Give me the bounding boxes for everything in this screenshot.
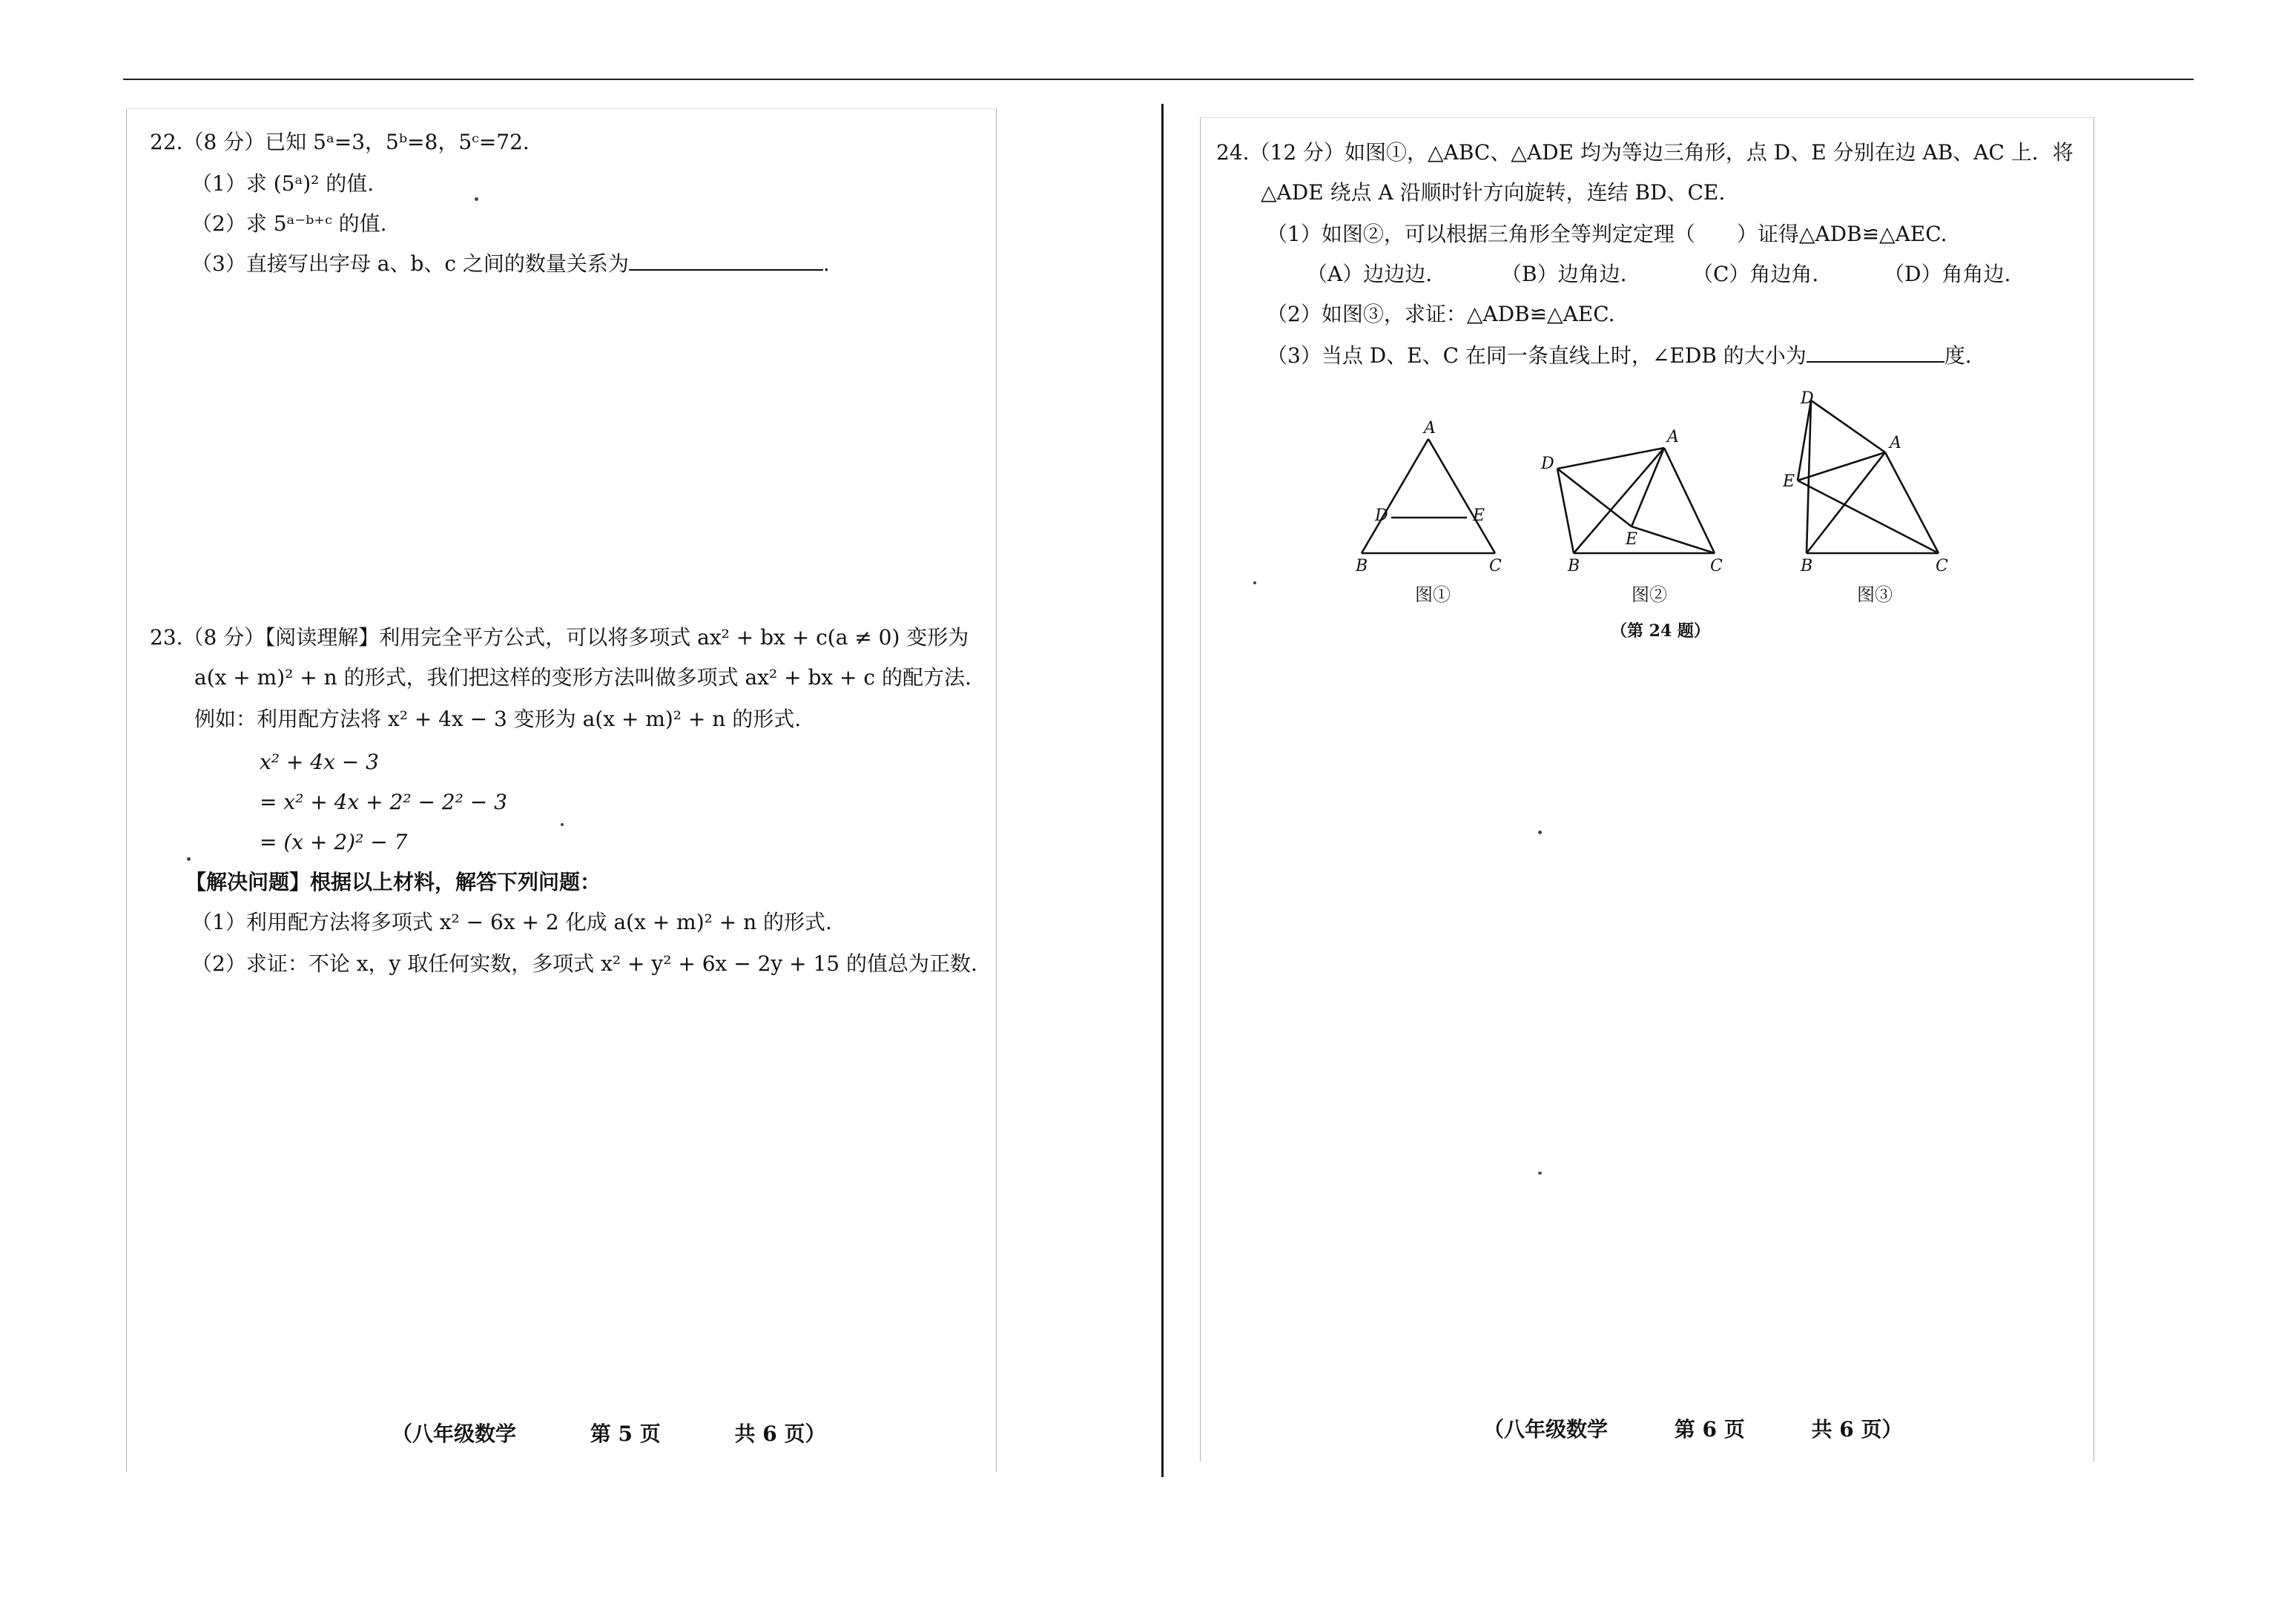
fig1-label-a: A (1424, 419, 1436, 438)
q24-title: 24.（12 分）如图①，△ABC、△ADE 均为等边三角形，点 D、E 分别在边 AB、AC 上．将 (1216, 140, 2074, 165)
scan-speck (1538, 831, 1542, 834)
q24-part3-end: 度. (1944, 343, 1972, 368)
left-page (126, 108, 997, 1472)
page-divider (1161, 104, 1164, 1477)
right-footer (1483, 1413, 1902, 1443)
q23-part1: （1）利用配方法将多项式 x² − 6x + 2 化成 a(x + m)² + n 的形式. (191, 910, 832, 934)
scan-speck (1538, 1172, 1542, 1175)
fig3-label-e: E (1783, 472, 1795, 491)
figure-1 (1362, 439, 1495, 553)
fig2-caption: 图② (1632, 584, 1667, 605)
q22-part3-end: . (822, 251, 830, 276)
left-footer (392, 1418, 825, 1447)
fig3-caption: 图③ (1857, 584, 1893, 605)
fig3-label-c: C (1936, 557, 1948, 575)
scan-speck (475, 197, 478, 201)
fig2-segment-ae (1632, 448, 1664, 526)
fig2-label-d: D (1541, 455, 1554, 473)
q23-title: 23.（8 分）【阅读理解】利用完全平方公式，可以将多项式 ax² + bx + c(a ≠ 0) 变形为 (150, 625, 969, 650)
fig2-side-ca (1664, 448, 1715, 553)
fig2-label-e: E (1626, 530, 1638, 549)
fig2-label-b: B (1568, 557, 1580, 575)
right-footer-total: 共 6 页） (1811, 1417, 1903, 1442)
fig2-segment-ce (1632, 526, 1715, 553)
q23-eq3: = (x + 2)² − 7 (260, 830, 408, 854)
left-footer-page: 第 5 页 (590, 1422, 661, 1446)
fig1-side-ac (1428, 439, 1495, 553)
figure-3 (1798, 400, 1939, 553)
fig2-segment-bd (1557, 469, 1574, 553)
fig1-label-c: C (1489, 557, 1502, 575)
fig1-label-e: E (1473, 506, 1485, 525)
q23-solve: 【解决问题】根据以上材料，解答下列问题： (185, 870, 601, 894)
q24-figure-caption: （第 24 题） (1611, 621, 1710, 641)
q23-line2: a(x + m)² + n 的形式，我们把这样的变形方法叫做多项式 ax² + bx + c 的配方法. (194, 665, 971, 690)
fig1-side-ab (1362, 439, 1428, 553)
q22-answer-blank[interactable] (629, 250, 823, 271)
q24-part2: （2）如图③，求证：△ADB≌△AEC. (1267, 302, 1615, 326)
fig1-label-b: B (1356, 557, 1368, 575)
q24-option-c: （C）角边角. (1692, 262, 1819, 286)
q23-eq1: x² + 4x − 3 (260, 750, 379, 774)
q23-line3: 例如：利用配方法将 x² + 4x − 3 变形为 a(x + m)² + n 的形式. (194, 707, 802, 731)
fig3-segment-ea (1798, 452, 1885, 481)
scan-speck (1253, 581, 1256, 584)
fig3-label-b: B (1801, 557, 1813, 575)
q24-part3 (1267, 341, 1972, 371)
q24-option-d: （D）角角边. (1884, 262, 2011, 286)
q22-part2: （2）求 5ᵃ⁻ᵇ⁺ᶜ 的值. (191, 211, 387, 236)
q24-part3-text: （3）当点 D、E、C 在同一条直线上时，∠EDB 的大小为 (1267, 343, 1807, 368)
q22-part1: （1）求 (5ᵃ)² 的值. (191, 171, 375, 196)
q24-option-a: （A）边边边. (1307, 262, 1433, 286)
q23-part2: （2）求证：不论 x，y 取任何实数，多项式 x² + y² + 6x − 2y + 15 的值总为正数. (191, 951, 977, 976)
q24-line2: △ADE 绕点 A 沿顺时针方向旋转，连结 BD、CE. (1261, 180, 1726, 205)
top-rule (123, 79, 2194, 80)
q22-part3-text: （3）直接写出字母 a、b、c 之间的数量关系为 (191, 251, 629, 276)
q24-figures (1320, 386, 1987, 653)
q22-title: 22.（8 分）已知 5ᵃ=3，5ᵇ=8，5ᶜ=72. (150, 130, 530, 154)
fig2-label-a: A (1667, 428, 1679, 446)
fig3-segment-ce (1798, 481, 1939, 553)
fig1-caption: 图① (1415, 584, 1451, 605)
q24-answer-blank[interactable] (1807, 342, 1944, 363)
q24-option-b: （B）边角边. (1501, 262, 1627, 286)
left-footer-grade: （八年级数学 (392, 1422, 517, 1446)
fig2-label-c: C (1710, 557, 1723, 575)
fig3-side-ca (1885, 452, 1939, 553)
fig3-segment-da (1811, 400, 1885, 452)
fig3-side-ba (1807, 452, 1885, 553)
q23-eq2: = x² + 4x + 2² − 2² − 3 (260, 790, 507, 814)
fig1-labels (1355, 419, 1502, 575)
fig1-label-d: D (1375, 506, 1388, 525)
left-footer-total: 共 6 页） (734, 1422, 826, 1446)
q24-part1: （1）如图②，可以根据三角形全等判定定理（ ）证得△ADB≌△AEC. (1267, 222, 1947, 246)
fig3-label-a: A (1890, 434, 1901, 452)
right-footer-page: 第 6 页 (1674, 1417, 1745, 1442)
scan-speck (187, 857, 191, 861)
scan-speck (561, 823, 564, 826)
fig3-label-d: D (1801, 389, 1814, 408)
q22-part3 (191, 249, 830, 279)
right-footer-grade: （八年级数学 (1483, 1417, 1609, 1442)
